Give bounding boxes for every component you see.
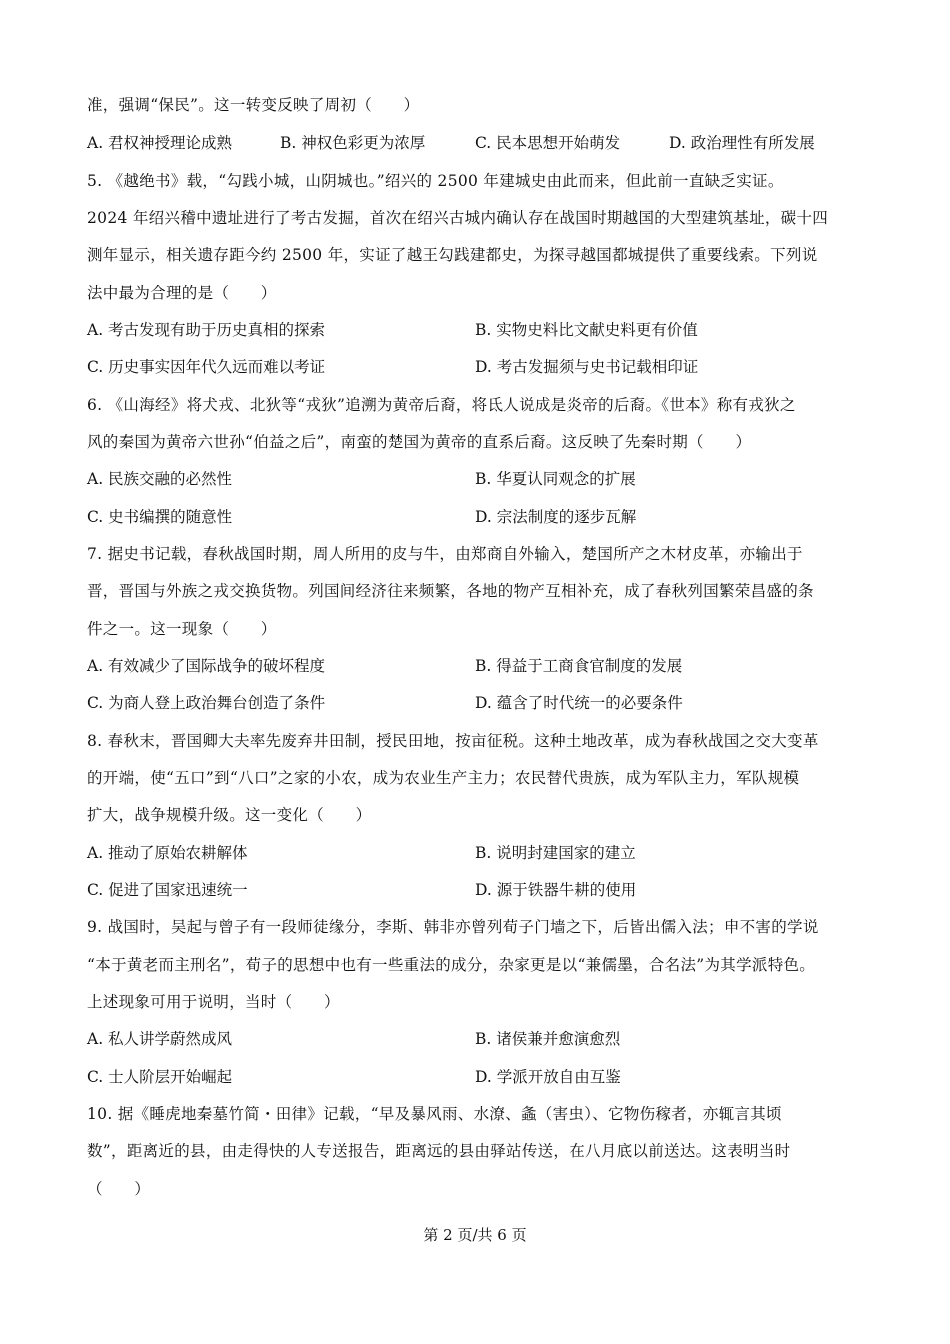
q7-option-c: C. 为商人登上政治舞台创造了条件: [87, 694, 326, 712]
q7-option-a: A. 有效减少了国际战争的破坏程度: [87, 657, 326, 675]
q5-stem-line: 测年显示，相关遗存距今约 2500 年，实证了越王勾践建都史，为探寻越国都城提供了重要线索。下列说: [87, 246, 818, 264]
q4-option-d: D. 政治理性有所发展: [669, 134, 815, 152]
q9-stem-line: 上述现象可用于说明，当时（ ）: [87, 993, 340, 1011]
q5-option-b: B. 实物史料比文献史料更有价值: [475, 321, 698, 339]
q7-stem-line: 晋，晋国与外族之戎交换货物。列国间经济往来频繁，各地的物产互相补充，成了春秋列国繁荣昌盛的条: [87, 582, 814, 600]
q5-option-c: C. 历史事实因年代久远而难以考证: [87, 358, 326, 376]
q5-option-a: A. 考古发现有助于历史真相的探索: [87, 321, 326, 339]
q8-option-b: B. 说明封建国家的建立: [475, 844, 636, 862]
q6-stem-line: 6. 《山海经》将犬戎、北狄等“戎狄”追溯为黄帝后裔，将氐人说成是炎帝的后裔。《世本》称有戎狄之: [87, 396, 796, 414]
q9-option-d: D. 学派开放自由互鉴: [475, 1068, 621, 1086]
q9-option-a: A. 私人讲学蔚然成风: [87, 1030, 233, 1048]
q5-stem-line: 法中最为合理的是（ ）: [87, 284, 277, 302]
q6-option-b: B. 华夏认同观念的扩展: [475, 470, 636, 488]
q7-option-d: D. 蕴含了时代统一的必要条件: [475, 694, 683, 712]
q4-stem-tail: 准，强调“保民”。这一转变反映了周初（ ）: [87, 96, 420, 114]
q5-stem-line: 2024 年绍兴稽中遗址进行了考古发掘，首次在绍兴古城内确认存在战国时期越国的大型建筑基址，碳十四: [87, 209, 829, 227]
q4-option-a: A. 君权神授理论成熟: [87, 134, 233, 152]
q8-option-c: C. 促进了国家迅速统一: [87, 881, 248, 899]
q9-stem-line: “本于黄老而主刑名”，荀子的思想中也有一些重法的成分，杂家更是以“兼儒墨，合名法”为其学派特色。: [87, 956, 816, 974]
q9-option-b: B. 诸侯兼并愈演愈烈: [475, 1030, 621, 1048]
q6-option-c: C. 史书编撰的随意性: [87, 508, 233, 526]
q8-option-d: D. 源于铁器牛耕的使用: [475, 881, 637, 899]
q4-option-c: C. 民本思想开始萌发: [475, 134, 621, 152]
q7-option-b: B. 得益于工商食官制度的发展: [475, 657, 683, 675]
q6-option-d: D. 宗法制度的逐步瓦解: [475, 508, 637, 526]
page-footer: 第 2 页/共 6 页: [423, 1226, 527, 1244]
q7-stem-line: 7. 据史书记载，春秋战国时期，周人所用的皮与牛，由郑商自外输入，楚国所产之木材皮革，亦输出于: [87, 545, 803, 563]
q10-stem-line: 数”，距离近的县，由走得快的人专送报告，距离远的县由驿站传送，在八月底以前送达。这表明当时: [87, 1142, 791, 1160]
q8-stem-line: 8. 春秋末，晋国卿大夫率先废弃井田制，授民田地，按亩征税。这种土地改革，成为春秋战国之交大变革: [87, 732, 819, 750]
q5-option-d: D. 考古发掘须与史书记载相印证: [475, 358, 699, 376]
q8-stem-line: 扩大，战争规模升级。这一变化（ ）: [87, 806, 372, 824]
q9-option-c: C. 士人阶层开始崛起: [87, 1068, 233, 1086]
q10-stem-line: （ ）: [87, 1180, 151, 1198]
q8-stem-line: 的开端，使“五口”到“八口”之家的小农，成为农业生产主力；农民替代贵族，成为军队主力，军队规模: [87, 769, 800, 787]
q4-option-b: B. 神权色彩更为浓厚: [280, 134, 426, 152]
q5-stem-line: 5. 《越绝书》载，“勾践小城，山阴城也。”绍兴的 2500 年建城史由此而来，但此前一直缺乏实证。: [87, 172, 784, 190]
q6-option-a: A. 民族交融的必然性: [87, 470, 233, 488]
q6-stem-line: 风的秦国为黄帝六世孙“伯益之后”，南蛮的楚国为黄帝的直系后裔。这反映了先秦时期（ ）: [87, 433, 752, 451]
q9-stem-line: 9. 战国时，吴起与曾子有一段师徒缘分，李斯、韩非亦曾列荀子门墙之下，后皆出儒入法；申不害的学说: [87, 918, 819, 936]
q8-option-a: A. 推动了原始农耕解体: [87, 844, 248, 862]
q7-stem-line: 件之一。这一现象（ ）: [87, 620, 277, 638]
q10-stem-line: 10. 据《睡虎地秦墓竹简・田律》记载，“早及暴风雨、水潦、螽（害虫）、它物伤稼者，亦辄言其顷: [87, 1105, 782, 1123]
